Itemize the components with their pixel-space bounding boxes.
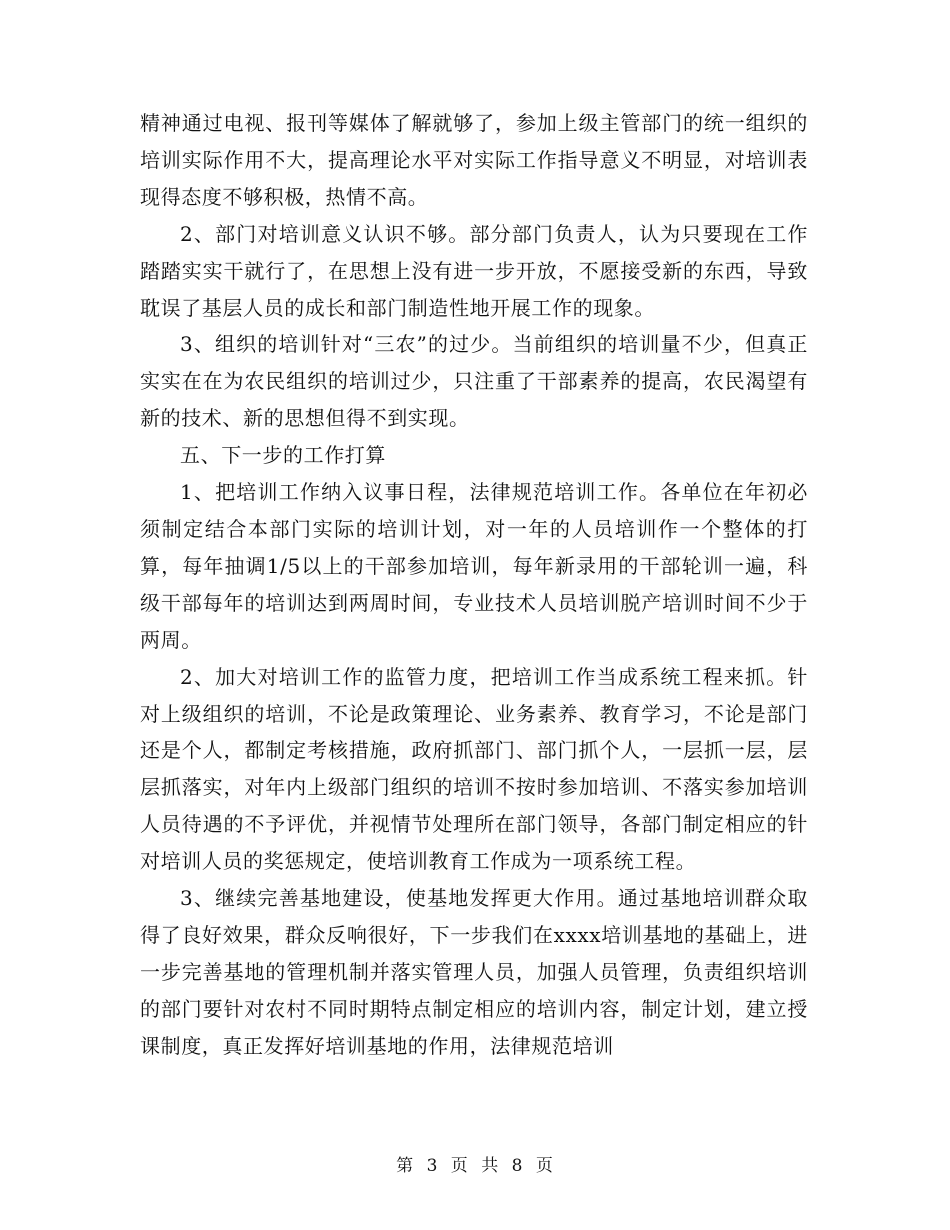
paragraph-plan-3-base-construction: 3、继续完善基地建设，使基地发挥更大作用。通过基地培训群众取得了良好效果，群众反响很好，下一步我们在xxxx培训基地的基础上，进一步完善基地的管理机制并落实管理人员，加强人员管理，负责组织培训的部门要针对农村不同时期特点制定相应的培训内容，制定计划，建立授课制度，真正发挥好培训基地的作用，法律规范培训 — [140, 886, 808, 1058]
paragraph-continuation: 精神通过电视、报刊等媒体了解就够了，参加上级主管部门的统一组织的培训实际作用不大，提高理论水平对实际工作指导意义不明显，对培训表现得态度不够积极，热情不高。 — [140, 111, 808, 209]
section-heading-next-steps: 五、下一步的工作打算 — [180, 443, 386, 468]
page-number-footer: 第 3 页 共 8 页 — [396, 1156, 554, 1176]
paragraph-point-2-department-awareness: 2、部门对培训意义认识不够。部分部门负责人，认为只要现在工作踏踏实实干就行了，在思想上没有进一步开放，不愿接受新的东西，导致耽误了基层人员的成长和部门制造性地开展工作的现象。 — [140, 221, 808, 320]
paragraph-plan-2-supervision: 2、加大对培训工作的监管力度，把培训工作当成系统工程来抓。针对上级组织的培训，不论是政策理论、业务素养、教育学习，不论是部门还是个人，都制定考核措施，政府抓部门、部门抓个人，一层抓一层，层层抓落实，对年内上级部门组织的培训不按时参加培训、不落实参加培训人员待遇的不予评优，并视情节处理所在部门领导，各部门制定相应的针对培训人员的奖惩规定，使培训教育工作成为一项系统工程。 — [140, 664, 808, 874]
paragraph-plan-1-schedule: 1、把培训工作纳入议事日程，法律规范培训工作。各单位在年初必须制定结合本部门实际的培训计划，对一年的人员培训作一个整体的打算，每年抽调1/5以上的干部参加培训，每年新录用的干部轮训一遍，科级干部每年的培训达到两周时间，专业技术人员培训脱产培训时间不少于两周。 — [140, 480, 808, 652]
paragraph-point-3-rural-training: 3、组织的培训针对“三农”的过少。当前组织的培训量不少，但真正实实在在为农民组织的培训过少，只注重了干部素养的提高，农民渴望有新的技术、新的思想但得不到实现。 — [140, 332, 808, 431]
document-body — [140, 105, 808, 1065]
